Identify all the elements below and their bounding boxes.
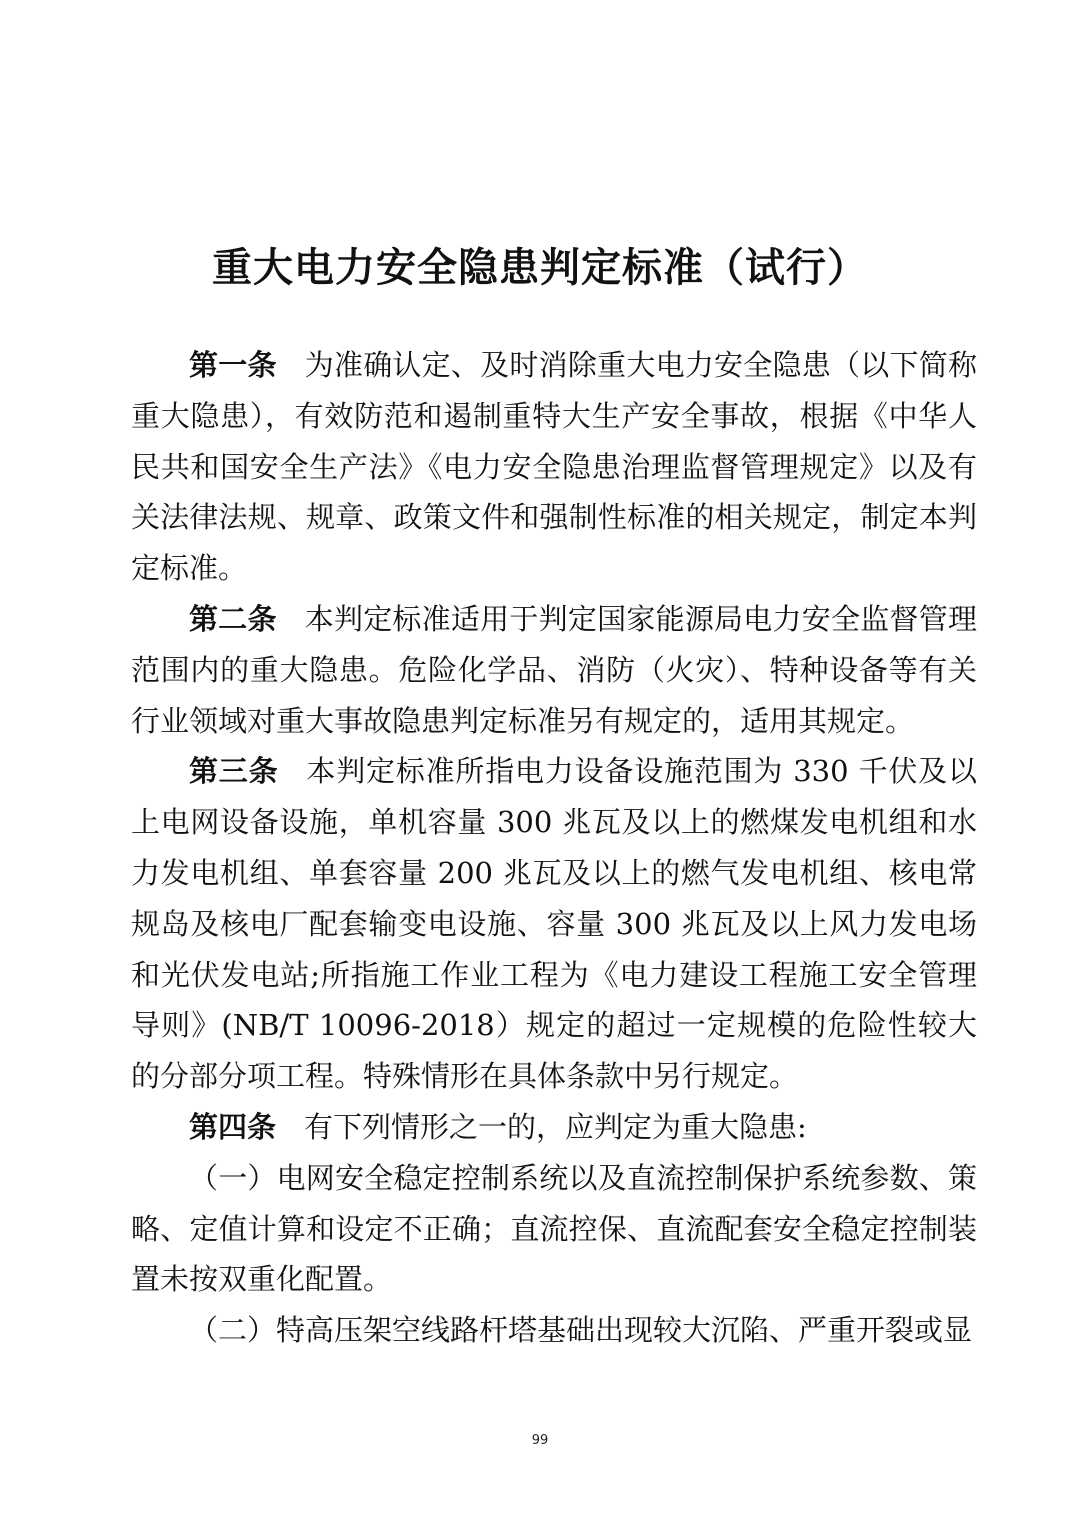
article-text: 有下列情形之一的，应判定为重大隐患: <box>304 1109 807 1144</box>
article-3 <box>131 746 977 1102</box>
article-text: 本判定标准所指电力设备设施范围为 330 千伏及以上电网设备设施，单机容量 300 兆瓦及以上的燃煤发电机组和水力发电机组、单套容量 200 兆瓦及以上的燃气发电机组、核电常规岛及核电厂配套输变电设施、容量 300 兆瓦及以上风力发电场和光伏发电站;所指施工作业工程为《电力建设工程施工安全管理导则》(NB/T 10096-2018）规定的超过一定规模的危险性较大的分部分项工程。特殊情形在具体条款中另行规定。 <box>131 754 977 1094</box>
document-body <box>131 340 977 1356</box>
article-1 <box>131 340 977 594</box>
article-text: 本判定标准适用于判定国家能源局电力安全监督管理范围内的重大隐患。危险化学品、消防（火灾）、特种设备等有关行业领域对重大事故隐患判定标准另有规定的，适用其规定。 <box>131 601 977 738</box>
article-4 <box>131 1102 977 1153</box>
list-item-1: （一）电网安全稳定控制系统以及直流控制保护系统参数、策略、定值计算和设定不正确；直流控保、直流配套安全稳定控制装置未按双重化配置。 <box>131 1160 977 1297</box>
article-heading: 第二条 <box>189 601 277 636</box>
article-text: 为准确认定、及时消除重大电力安全隐患（以下简称重大隐患），有效防范和遏制重特大生产安全事故，根据《中华人民共和国安全生产法》《电力安全隐患治理监督管理规定》以及有关法律法规、规章、政策文件和强制性标准的相关规定，制定本判定标准。 <box>131 348 977 586</box>
article-heading: 第一条 <box>189 348 277 382</box>
list-item-2: （二）特高压架空线路杆塔基础出现较大沉陷、严重开裂或显 <box>189 1313 973 1348</box>
article-heading: 第四条 <box>189 1109 277 1144</box>
article-2 <box>131 594 977 746</box>
article-heading: 第三条 <box>189 754 279 789</box>
page-number: 99 <box>531 1433 549 1448</box>
document-title: 重大电力安全隐患判定标准（试行） <box>212 245 868 291</box>
